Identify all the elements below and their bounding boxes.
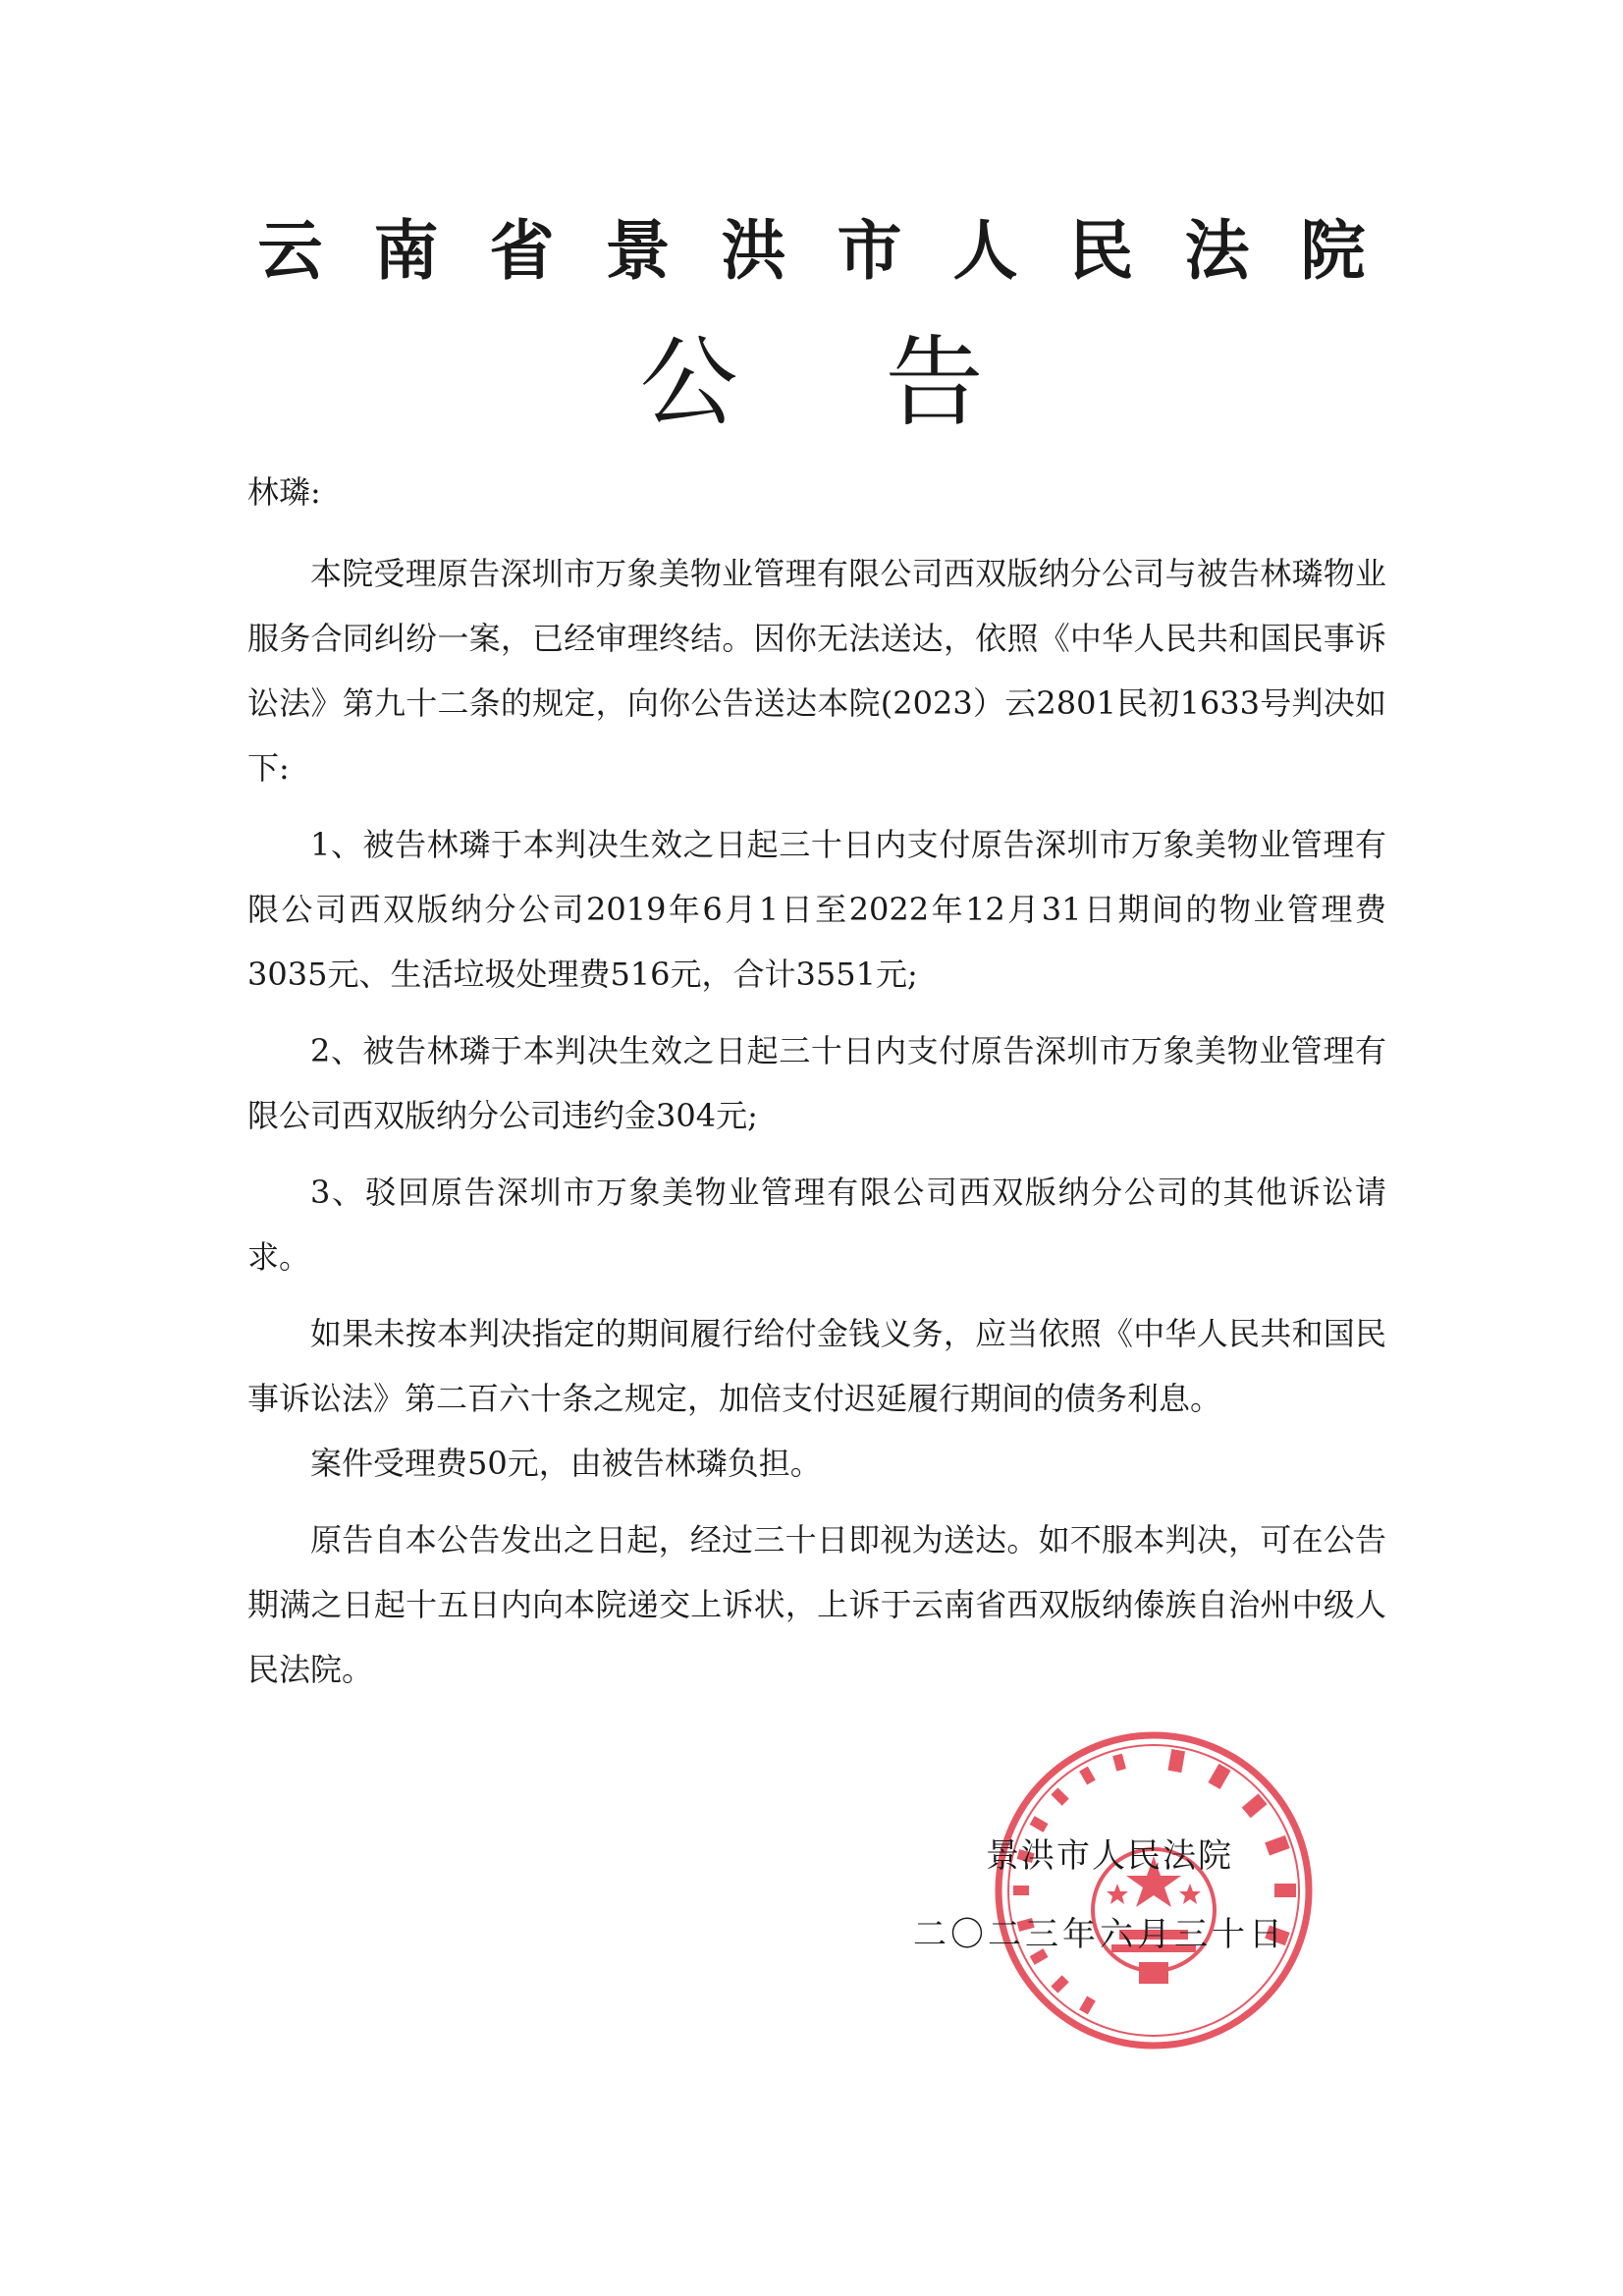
paragraph-intro: 本院受理原告深圳市万象美物业管理有限公司西双版纳分公司与被告林璘物业服务合同纠纷一案，已经审理终结。因你无法送达，依照《中华人民共和国民事诉讼法》第九十二条的规定，向你公告送达本院(2023）云2801民初1633号判决如下: [247, 555, 1386, 787]
paragraph-fee: 案件受理费50元，由被告林璘负担。 [310, 1445, 822, 1482]
signature-block [913, 1817, 1384, 1974]
notice-title: 公告 [639, 325, 1131, 440]
court-name-heading: 云南省景洪市人民法院 [257, 212, 1417, 289]
signing-court: 景洪市人民法院 [986, 1836, 1233, 1876]
paragraph-interest: 如果未按本判决指定的期间履行给付金钱义务，应当依照《中华人民共和国民事诉讼法》第二百六十条之规定，加倍支付迟延履行期间的债务利息。 [247, 1315, 1386, 1417]
judgment-item-1: 1、被告林璘于本判决生效之日起三十日内支付原告深圳市万象美物业管理有限公司西双版纳分公司2019年6月1日至2022年12月31日期间的物业管理费3035元、生活垃圾处理费516元，合计3551元; [247, 826, 1386, 993]
judgment-item-2: 2、被告林璘于本判决生效之日起三十日内支付原告深圳市万象美物业管理有限公司西双版纳分公司违约金304元; [247, 1032, 1386, 1134]
notice-body [247, 460, 1386, 1702]
signing-date: 二〇二三年六月三十日 [913, 1915, 1286, 1954]
paragraph-appeal: 原告自本公告发出之日起，经过三十日即视为送达。如不服本判决，可在公告期满之日起十五日内向本院递交上诉状，上诉于云南省西双版纳傣族自治州中级人民法院。 [247, 1521, 1386, 1688]
addressee: 林璘: [247, 473, 321, 511]
judgment-item-3: 3、驳回原告深圳市万象美物业管理有限公司西双版纳分公司的其他诉讼请求。 [247, 1174, 1386, 1276]
